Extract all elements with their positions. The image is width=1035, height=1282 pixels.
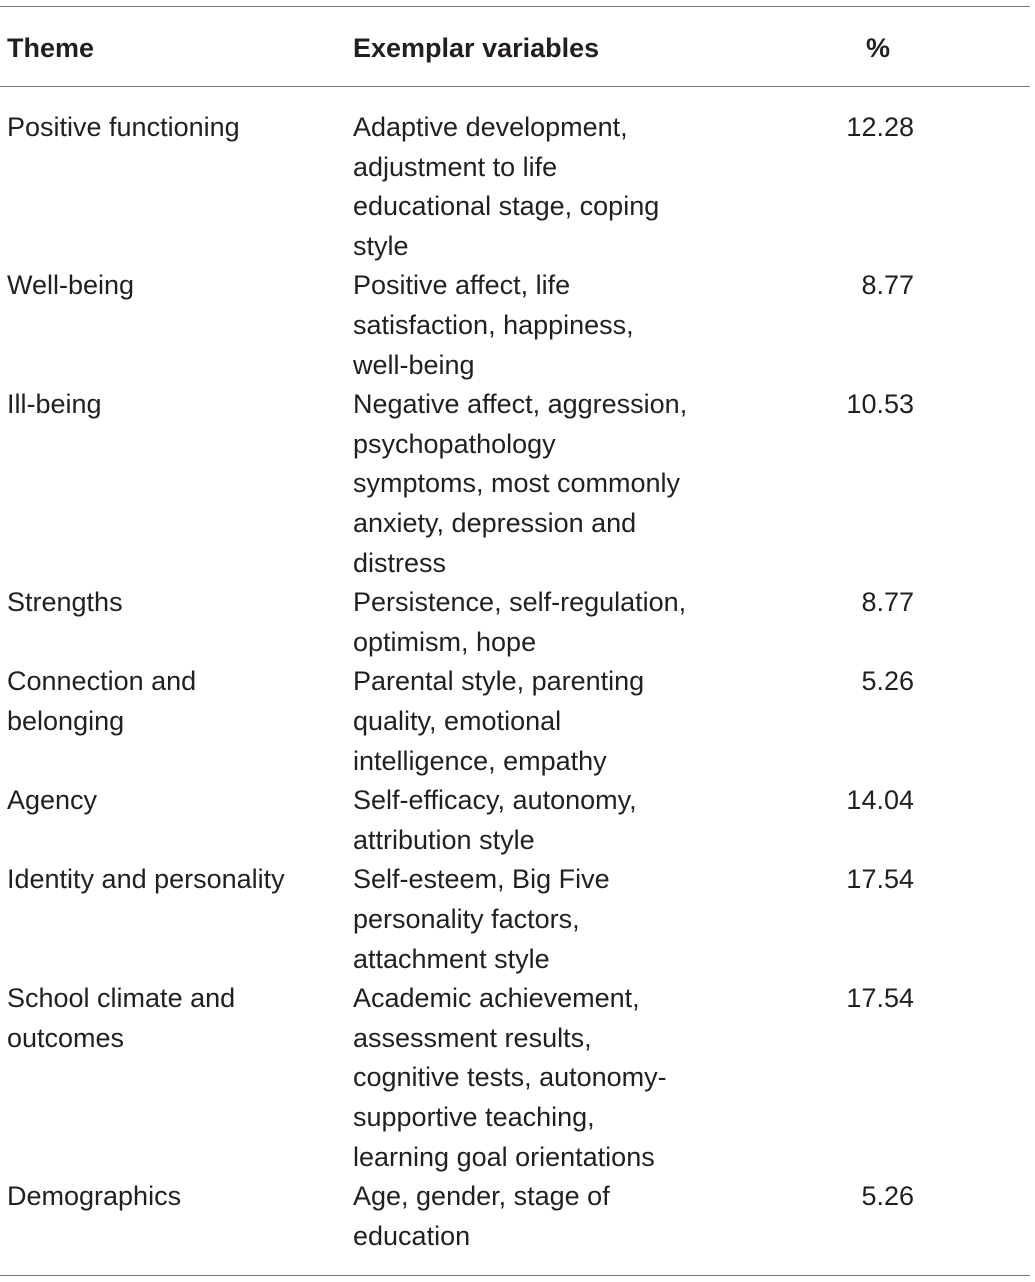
theme-cell-line: Identity and personality	[7, 864, 285, 895]
theme-cell	[7, 662, 327, 741]
theme-cell-line: Well-being	[7, 270, 135, 301]
theme-cell	[7, 108, 327, 148]
percent-cell: 14.04	[846, 785, 914, 816]
exemplar-variables-cell-line: adjustment to life	[353, 151, 558, 182]
exemplar-variables-cell	[353, 266, 723, 385]
percent-cell: 5.26	[861, 1181, 914, 1212]
theme-cell-line: Strengths	[7, 587, 123, 618]
table-row	[0, 266, 1035, 385]
percent-cell: 12.28	[846, 112, 914, 142]
header-rule	[0, 86, 1030, 87]
exemplar-variables-cell-line: Negative affect, aggression,	[353, 389, 688, 420]
exemplar-variables-cell-line: Persistence, self-regulation,	[353, 587, 687, 618]
theme-cell-line: Agency	[7, 785, 98, 816]
theme-cell-line: Ill-being	[7, 389, 102, 420]
exemplar-variables-cell	[353, 662, 723, 781]
exemplar-variables-cell-line: intelligence, empathy	[353, 745, 607, 776]
exemplar-variables-cell-line: learning goal orientations	[353, 1141, 655, 1172]
exemplar-variables-cell	[353, 385, 723, 583]
theme-cell	[7, 860, 327, 900]
exemplar-variables-cell-line: Positive affect, life	[353, 270, 571, 301]
exemplar-variables-cell	[353, 979, 723, 1177]
theme-cell	[7, 266, 327, 306]
exemplar-variables-cell	[353, 108, 723, 266]
exemplar-variables-cell-line: symptoms, most commonly	[353, 468, 681, 499]
theme-cell	[7, 1177, 327, 1217]
exemplar-variables-cell-line: satisfaction, happiness,	[353, 309, 634, 340]
theme-cell-line: Connection and	[7, 666, 197, 697]
table-row	[0, 781, 1035, 860]
exemplar-variables-cell-line: Self-efficacy, autonomy,	[353, 785, 637, 816]
exemplar-variables-cell-line: Age, gender, stage of	[353, 1181, 610, 1212]
theme-cell-line: Demographics	[7, 1181, 182, 1212]
exemplar-variables-cell	[353, 1177, 723, 1256]
exemplar-variables-cell-line: Parental style, parenting	[353, 666, 645, 697]
exemplar-variables-cell-line: cognitive tests, autonomy-	[353, 1062, 667, 1093]
exemplar-variables-cell-line: attachment style	[353, 943, 550, 974]
exemplar-variables-cell-line: distress	[353, 547, 447, 578]
header-percent: %	[866, 33, 891, 63]
percent-cell: 10.53	[846, 389, 914, 420]
exemplar-variables-cell	[353, 860, 723, 979]
theme-cell-line: School climate and	[7, 983, 236, 1014]
table-row	[0, 860, 1035, 979]
exemplar-variables-cell	[353, 583, 723, 662]
theme-cell	[7, 979, 327, 1058]
bottom-rule	[0, 1275, 1030, 1276]
theme-cell	[7, 583, 327, 623]
header-exemplar-variables: Exemplar variables	[353, 33, 600, 63]
exemplar-variables-cell-line: Adaptive development,	[353, 112, 628, 142]
exemplar-variables-cell-line: attribution style	[353, 824, 535, 855]
theme-cell-line: belonging	[7, 705, 125, 736]
table-row	[0, 662, 1035, 781]
exemplar-variables-cell-line: well-being	[353, 349, 475, 380]
exemplar-variables-cell-line: education	[353, 1220, 471, 1251]
table-row	[0, 1177, 1035, 1256]
exemplar-variables-cell	[353, 781, 723, 860]
header-theme: Theme	[7, 33, 95, 63]
exemplar-variables-cell-line: personality factors,	[353, 903, 580, 934]
exemplar-variables-cell-line: quality, emotional	[353, 705, 562, 736]
percent-cell: 17.54	[846, 864, 914, 895]
percent-cell: 5.26	[861, 666, 914, 697]
exemplar-variables-cell-line: psychopathology	[353, 428, 556, 459]
percent-cell: 8.77	[861, 587, 914, 618]
exemplar-variables-cell-line: Academic achievement,	[353, 983, 640, 1014]
theme-cell	[7, 385, 327, 425]
percent-cell: 17.54	[846, 983, 914, 1014]
table-row	[0, 583, 1035, 662]
table-row	[0, 979, 1035, 1177]
exemplar-variables-cell-line: style	[353, 230, 409, 261]
theme-cell	[7, 781, 327, 821]
theme-cell-line: Positive functioning	[7, 112, 240, 142]
exemplar-variables-cell-line: Self-esteem, Big Five	[353, 864, 610, 895]
exemplar-variables-cell-line: assessment results,	[353, 1022, 592, 1053]
exemplar-variables-cell-line: supportive teaching,	[353, 1101, 595, 1132]
theme-cell-line: outcomes	[7, 1022, 125, 1053]
table-row	[0, 385, 1035, 583]
top-rule	[0, 6, 1030, 7]
table-row	[0, 108, 1035, 266]
percent-cell: 8.77	[861, 270, 914, 301]
exemplar-variables-cell-line: anxiety, depression and	[353, 507, 637, 538]
table-body	[0, 108, 1035, 1256]
exemplar-variables-cell-line: optimism, hope	[353, 626, 537, 657]
exemplar-variables-cell-line: educational stage, coping	[353, 191, 660, 222]
